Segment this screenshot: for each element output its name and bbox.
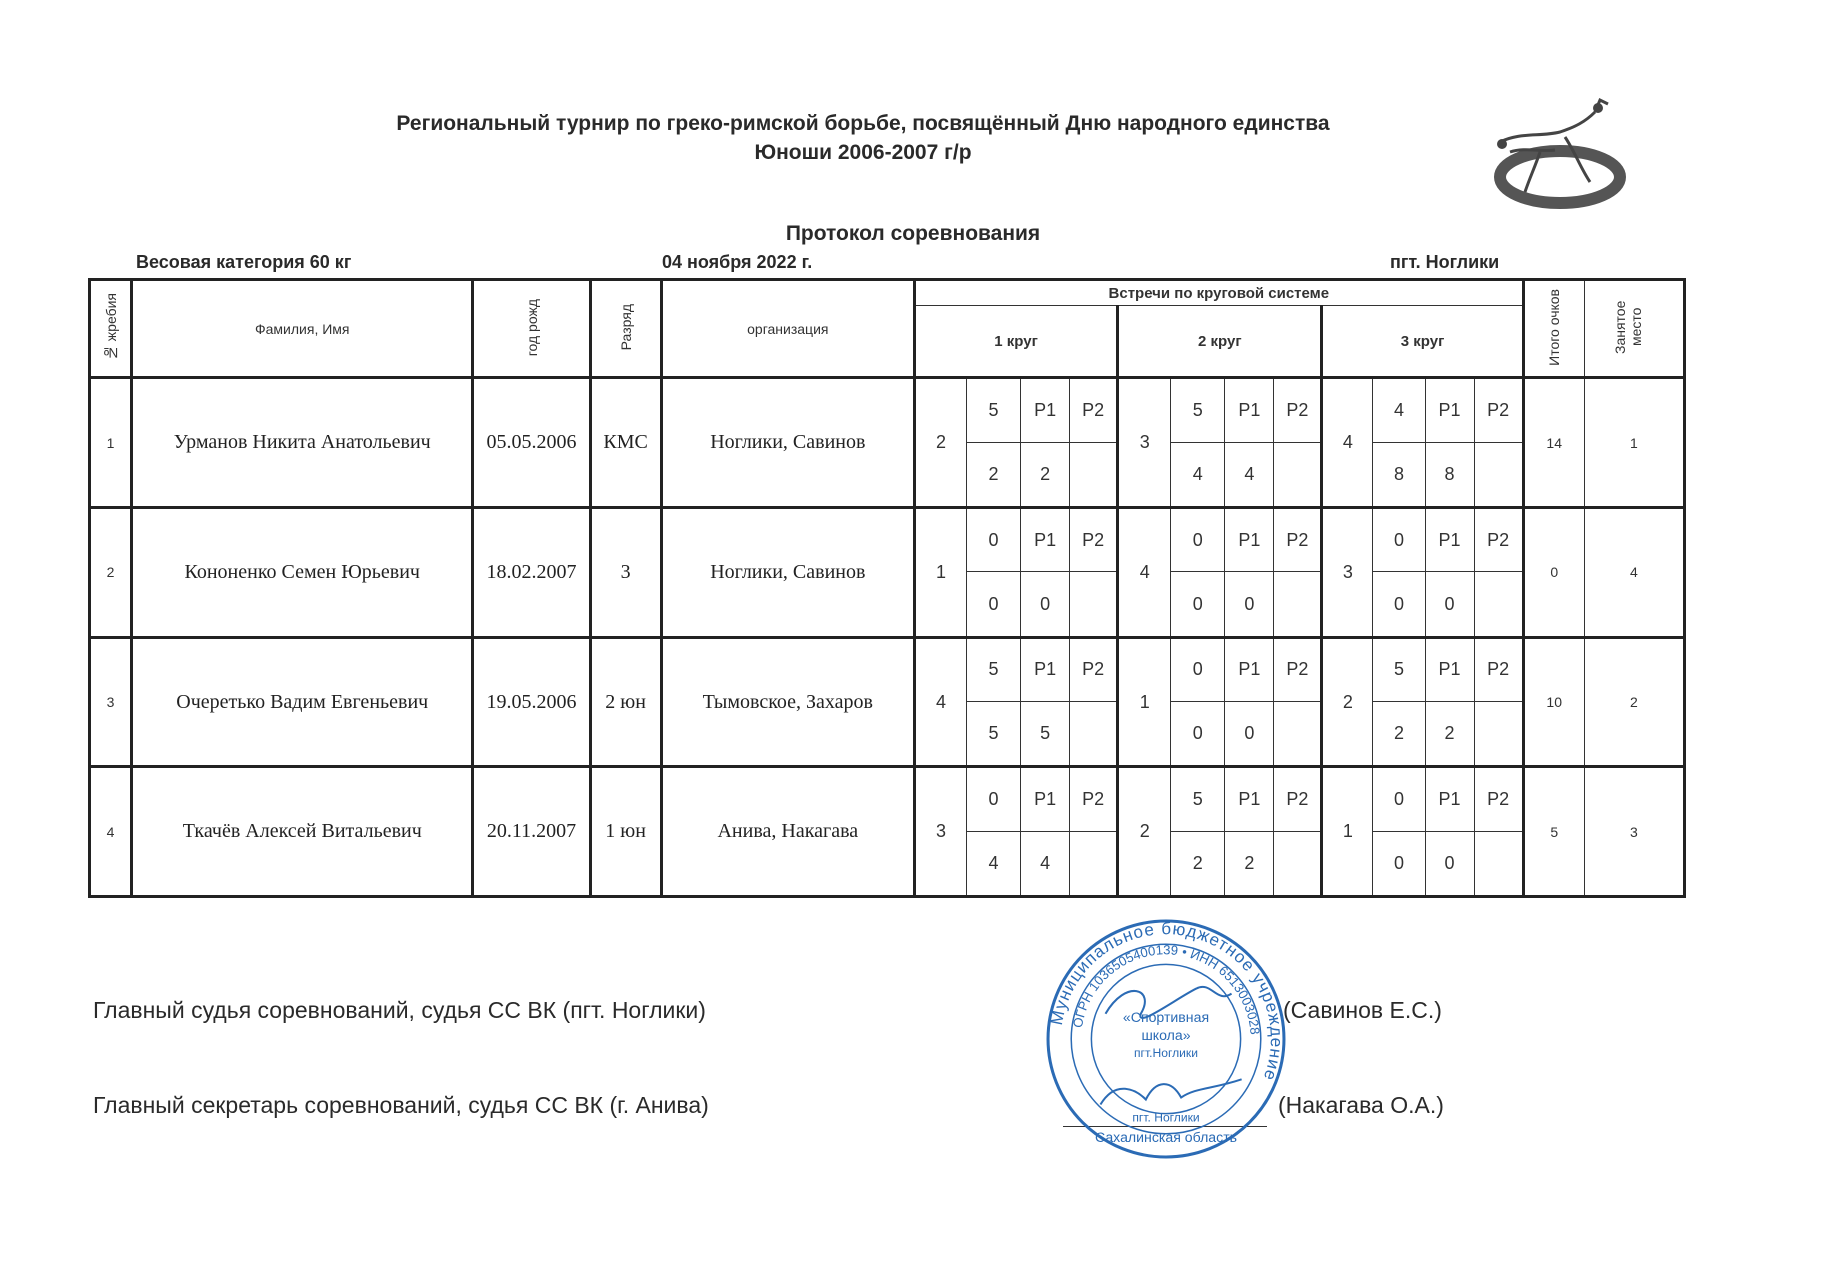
total-points: 5 xyxy=(1523,767,1584,897)
opponent-number: 2 xyxy=(1322,637,1373,767)
header-rank: Разряд xyxy=(590,280,661,378)
bout-score: 0 xyxy=(967,508,1021,572)
competition-date: 04 ноября 2022 г. xyxy=(662,252,813,272)
age-group-title: Юноши 2006-2007 г/р xyxy=(754,141,972,164)
bout-score: 0 xyxy=(1171,637,1225,701)
opponent-number: 2 xyxy=(914,378,966,508)
technical-points: 4 xyxy=(1225,442,1274,507)
technical-points: 0 xyxy=(1425,831,1474,896)
total-points: 14 xyxy=(1523,378,1584,508)
header-birth-year: год рожд xyxy=(473,280,590,378)
classification-points: 0 xyxy=(1373,572,1425,637)
judge-p1: Р1 xyxy=(1425,508,1474,572)
draw-number: 1 xyxy=(90,378,132,508)
header-place-taken: Занятое место xyxy=(1584,280,1684,378)
stamp-region-text: Сахалинская область xyxy=(1094,1128,1238,1145)
athlete-name: Урманов Никита Анатольевич xyxy=(132,378,473,508)
header-total-points: Итого очков xyxy=(1523,280,1584,378)
place-taken: 2 xyxy=(1584,637,1684,767)
athlete-rank: 2 юн xyxy=(590,637,661,767)
draw-number: 4 xyxy=(90,767,132,897)
bout-score: 5 xyxy=(1373,637,1425,701)
header-organization: организация xyxy=(661,280,914,378)
empty-cell xyxy=(1070,831,1118,896)
opponent-number: 1 xyxy=(1118,637,1171,767)
chief-secretary-name: (Накагава О.А.) xyxy=(1278,1092,1444,1118)
empty-cell xyxy=(1070,702,1118,767)
birth-date: 20.11.2007 xyxy=(473,767,590,897)
athlete-organization: Ноглики, Савинов xyxy=(661,378,914,508)
table-row xyxy=(90,767,1685,831)
judge-p2: Р2 xyxy=(1474,637,1523,701)
tournament-title: Региональный турнир по греко-римской борьбе, посвящённый Дню народного единства xyxy=(396,112,1330,135)
classification-points: 0 xyxy=(1171,702,1225,767)
judge-p1: Р1 xyxy=(1021,767,1070,831)
judge-p2: Р2 xyxy=(1070,378,1118,442)
place-taken: 3 xyxy=(1584,767,1684,897)
opponent-number: 1 xyxy=(914,508,966,638)
judge-p2: Р2 xyxy=(1474,767,1523,831)
chief-judge-label: Главный судья соревнований, судья СС ВК (пгт. Ноглики) xyxy=(93,997,706,1023)
competition-place: пгт. Ноглики xyxy=(1390,252,1500,272)
empty-cell xyxy=(1274,572,1322,637)
empty-cell xyxy=(1474,702,1523,767)
place-taken: 1 xyxy=(1584,378,1684,508)
classification-points: 4 xyxy=(1171,442,1225,507)
birth-date: 18.02.2007 xyxy=(473,508,590,638)
judge-p1: Р1 xyxy=(1425,378,1474,442)
header-round-2: 2 круг xyxy=(1118,306,1322,378)
place-taken: 4 xyxy=(1584,508,1684,638)
table-row xyxy=(90,508,1685,572)
header-round-robin: Встречи по круговой системе xyxy=(914,280,1523,306)
athlete-organization: Анива, Накагава xyxy=(661,767,914,897)
empty-cell xyxy=(1274,442,1322,507)
empty-cell xyxy=(1070,442,1118,507)
header-round-1: 1 круг xyxy=(914,306,1117,378)
opponent-number: 2 xyxy=(1118,767,1171,897)
judge-p2: Р2 xyxy=(1274,637,1322,701)
chief-secretary-label: Главный секретарь соревнований, судья СС ВК (г. Анива) xyxy=(93,1092,709,1118)
judge-p2: Р2 xyxy=(1474,508,1523,572)
classification-points: 2 xyxy=(1373,702,1425,767)
bout-score: 0 xyxy=(1373,767,1425,831)
opponent-number: 3 xyxy=(1322,508,1373,638)
table-row xyxy=(90,637,1685,701)
athlete-name: Кононенко Семен Юрьевич xyxy=(132,508,473,638)
technical-points: 0 xyxy=(1425,572,1474,637)
technical-points: 2 xyxy=(1425,702,1474,767)
stamp-bottom-text: пгт. Ноглики xyxy=(1132,1110,1200,1125)
athlete-rank: 3 xyxy=(590,508,661,638)
draw-number: 3 xyxy=(90,637,132,767)
birth-date: 19.05.2006 xyxy=(473,637,590,767)
empty-cell xyxy=(1274,831,1322,896)
opponent-number: 4 xyxy=(1118,508,1171,638)
empty-cell xyxy=(1070,572,1118,637)
judge-p2: Р2 xyxy=(1070,767,1118,831)
technical-points: 5 xyxy=(1021,702,1070,767)
judge-p1: Р1 xyxy=(1425,637,1474,701)
bout-score: 0 xyxy=(1171,508,1225,572)
table-row xyxy=(90,378,1685,442)
opponent-number: 1 xyxy=(1322,767,1373,897)
draw-number: 2 xyxy=(90,508,132,638)
judge-p1: Р1 xyxy=(1225,767,1274,831)
judge-p1: Р1 xyxy=(1021,508,1070,572)
empty-cell xyxy=(1474,572,1523,637)
classification-points: 2 xyxy=(1171,831,1225,896)
official-stamp-icon xyxy=(1045,918,1287,1160)
judge-p2: Р2 xyxy=(1474,378,1523,442)
classification-points: 0 xyxy=(1171,572,1225,637)
judge-p2: Р2 xyxy=(1070,637,1118,701)
classification-points: 8 xyxy=(1373,442,1425,507)
stamp-center-line3: пгт.Ноглики xyxy=(1134,1046,1198,1061)
header-name: Фамилия, Имя xyxy=(132,280,473,378)
technical-points: 0 xyxy=(1225,572,1274,637)
weight-category: Весовая категория 60 кг xyxy=(136,252,352,272)
judge-p1: Р1 xyxy=(1021,637,1070,701)
empty-cell xyxy=(1474,831,1523,896)
technical-points: 0 xyxy=(1021,572,1070,637)
bout-score: 4 xyxy=(1373,378,1425,442)
judge-p2: Р2 xyxy=(1274,508,1322,572)
judge-p1: Р1 xyxy=(1225,378,1274,442)
stamp-ogrn-text: ОГРН 1036505400139 • ИНН 6513003028 xyxy=(1070,942,1263,1036)
header-draw-no: № жребия xyxy=(90,280,132,378)
empty-cell xyxy=(1474,442,1523,507)
classification-points: 2 xyxy=(967,442,1021,507)
technical-points: 2 xyxy=(1225,831,1274,896)
technical-points: 4 xyxy=(1021,831,1070,896)
opponent-number: 4 xyxy=(1322,378,1373,508)
classification-points: 4 xyxy=(967,831,1021,896)
bout-score: 5 xyxy=(967,637,1021,701)
chief-judge-name: (Савинов Е.С.) xyxy=(1283,997,1442,1023)
stamp-center-line2: школа» xyxy=(1141,1027,1191,1044)
opponent-number: 4 xyxy=(914,637,966,767)
opponent-number: 3 xyxy=(914,767,966,897)
stamp-outer-text: Муниципальное бюджетное учреждение xyxy=(1045,918,1287,1085)
classification-points: 0 xyxy=(1373,831,1425,896)
total-points: 10 xyxy=(1523,637,1584,767)
bout-score: 0 xyxy=(1373,508,1425,572)
technical-points: 8 xyxy=(1425,442,1474,507)
athlete-rank: 1 юн xyxy=(590,767,661,897)
judge-p2: Р2 xyxy=(1070,508,1118,572)
athlete-rank: КМС xyxy=(590,378,661,508)
opponent-number: 3 xyxy=(1118,378,1171,508)
bout-score: 5 xyxy=(1171,767,1225,831)
classification-points: 0 xyxy=(967,572,1021,637)
protocol-table xyxy=(88,278,1686,898)
athlete-name: Ткачёв Алексей Витальевич xyxy=(132,767,473,897)
judge-p2: Р2 xyxy=(1274,767,1322,831)
judge-p2: Р2 xyxy=(1274,378,1322,442)
total-points: 0 xyxy=(1523,508,1584,638)
technical-points: 2 xyxy=(1021,442,1070,507)
birth-date: 05.05.2006 xyxy=(473,378,590,508)
judge-p1: Р1 xyxy=(1225,637,1274,701)
bout-score: 0 xyxy=(967,767,1021,831)
wrestlers-logo-icon xyxy=(1480,92,1630,217)
stamp-center-line1: «Спортивная xyxy=(1122,1008,1210,1025)
judge-p1: Р1 xyxy=(1021,378,1070,442)
judge-p1: Р1 xyxy=(1225,508,1274,572)
athlete-organization: Ноглики, Савинов xyxy=(661,508,914,638)
protocol-title: Протокол соревнования xyxy=(785,222,1041,245)
empty-cell xyxy=(1274,702,1322,767)
athlete-name: Очеретько Вадим Евгеньевич xyxy=(132,637,473,767)
bout-score: 5 xyxy=(967,378,1021,442)
judge-p1: Р1 xyxy=(1425,767,1474,831)
bout-score: 5 xyxy=(1171,378,1225,442)
technical-points: 0 xyxy=(1225,702,1274,767)
header-round-3: 3 круг xyxy=(1322,306,1523,378)
athlete-organization: Тымовское, Захаров xyxy=(661,637,914,767)
classification-points: 5 xyxy=(967,702,1021,767)
